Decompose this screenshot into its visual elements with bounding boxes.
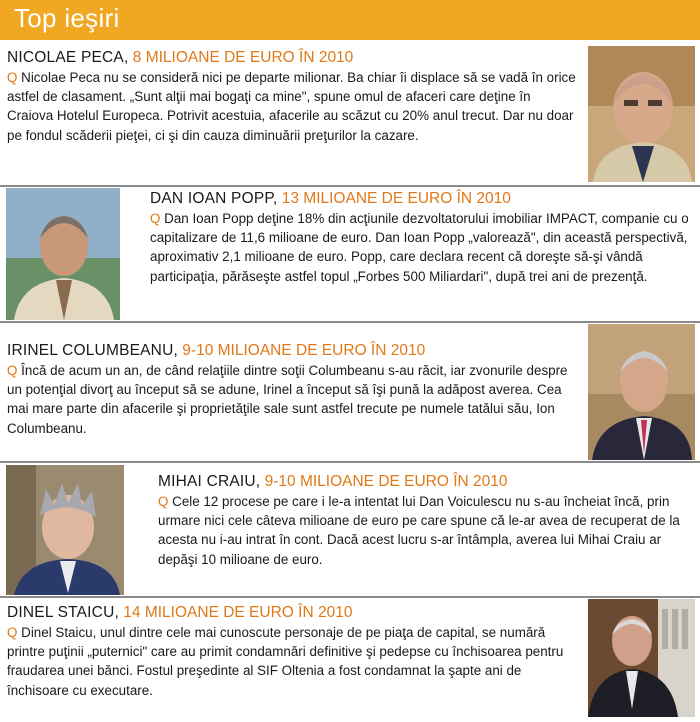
q-marker: Q <box>7 363 18 378</box>
portrait-older-man-office-icon <box>588 599 695 717</box>
entry-heading <box>7 603 582 623</box>
entry-staicu <box>7 603 582 700</box>
person-name: DAN IOAN POPP, <box>150 190 278 207</box>
portrait-bald-man-icon <box>588 46 695 182</box>
wealth-amount: 8 MILIOANE DE EURO ÎN 2010 <box>132 49 354 66</box>
q-marker: Q <box>7 70 18 85</box>
q-marker: Q <box>7 625 18 640</box>
entry-paragraph: Dinel Staicu, unul dintre cele mai cunoscute personaje de pe piaţa de capital, se numără printre puţinii „puternici" care au primit condamnări definitive şi pedepse cu închisoarea pentru fraudarea unei bănci. Fostul preşedinte al SIF Oltenia a fost condamnat la şapte ani de închisoare cu executare. <box>7 625 564 698</box>
entry-heading <box>158 472 695 492</box>
entry-text <box>150 209 695 286</box>
entry-craiu <box>158 472 695 569</box>
entry-separator <box>0 185 700 187</box>
person-name: DINEL STAICU, <box>7 604 119 621</box>
wealth-amount: 9-10 MILIOANE DE EURO ÎN 2010 <box>264 473 508 490</box>
q-marker: Q <box>158 494 169 509</box>
person-name: MIHAI CRAIU, <box>158 473 261 490</box>
section-header <box>0 0 700 40</box>
entry-separator <box>0 596 700 598</box>
entry-heading <box>7 48 579 68</box>
wealth-amount: 13 MILIOANE DE EURO ÎN 2010 <box>281 190 511 207</box>
entry-paragraph: Încă de acum un an, de când relaţiile dintre soţii Columbeanu s-au răcit, iar zvonurile despre un potenţial divorţ au început să se adune, Irinel a început să îşi pună la adăpost averea. Cea mai mare parte din afacerile şi proprietăţile sale sunt astfel trecute pe numele tatălui său, Ion Columbeanu. <box>7 363 568 436</box>
entry-separator <box>0 461 700 463</box>
entry-columbeanu <box>7 341 582 438</box>
entry-text <box>7 623 582 700</box>
entry-text <box>7 68 579 145</box>
portrait-man-grey-hair-icon <box>6 188 120 320</box>
person-name: NICOLAE PECA, <box>7 49 129 66</box>
portrait-man-suit-icon <box>588 324 695 460</box>
entry-text <box>7 361 582 438</box>
wealth-amount: 14 MILIOANE DE EURO ÎN 2010 <box>123 604 353 621</box>
entry-heading <box>7 341 582 361</box>
entry-separator <box>0 321 700 323</box>
entry-peca <box>7 48 579 145</box>
person-name: IRINEL COLUMBEANU, <box>7 342 178 359</box>
entry-paragraph: Dan Ioan Popp deţine 18% din acţiunile dezvoltatorului imobiliar IMPACT, companie cu o capitalizare de 11,6 milioane de euro. Dan Ioan Popp „valorează", din această perspectivă, aproximativ 2,1 milioane de euro. Popp, care declara recent că doreşte să-şi vândă participaţia, părăseşte astfel topul „Forbes 500 Miliardari", după trei ani de prezenţă. <box>150 211 689 284</box>
entry-popp <box>150 189 695 286</box>
entry-paragraph: Nicolae Peca nu se consideră nici pe departe milionar. Ba chiar îi displace să se vadă în orice astfel de clasament. „Sunt alţii mai bogaţi ca mine", spune omul de afaceri care deţine în Craiova Hotelul Europeca. Potrivit acestuia, afacerile au scăzut cu 20% anul trecut. Dar nu doar pe fondul scăderii pieţei, ci şi din cauza diminuării preţurilor la cazare. <box>7 70 576 143</box>
q-marker: Q <box>150 211 161 226</box>
section-title: Top ieşiri <box>14 3 120 33</box>
portrait-man-spiky-hair-icon <box>6 465 124 595</box>
entry-heading <box>150 189 695 209</box>
wealth-amount: 9-10 MILIOANE DE EURO ÎN 2010 <box>182 342 426 359</box>
entry-text <box>158 492 695 569</box>
entry-paragraph: Cele 12 procese pe care i le-a intentat lui Dan Voiculescu nu s-au încheiat încă, prin urmare nici cele câteva milioane de euro pe care spune că le-ar avea de recuperat de la acesta nu i-au intrat în cont. Dacă acest lucru s-ar întâmpla, averea lui Mihai Craiu ar depăşi 10 milioane de euro. <box>158 494 680 567</box>
